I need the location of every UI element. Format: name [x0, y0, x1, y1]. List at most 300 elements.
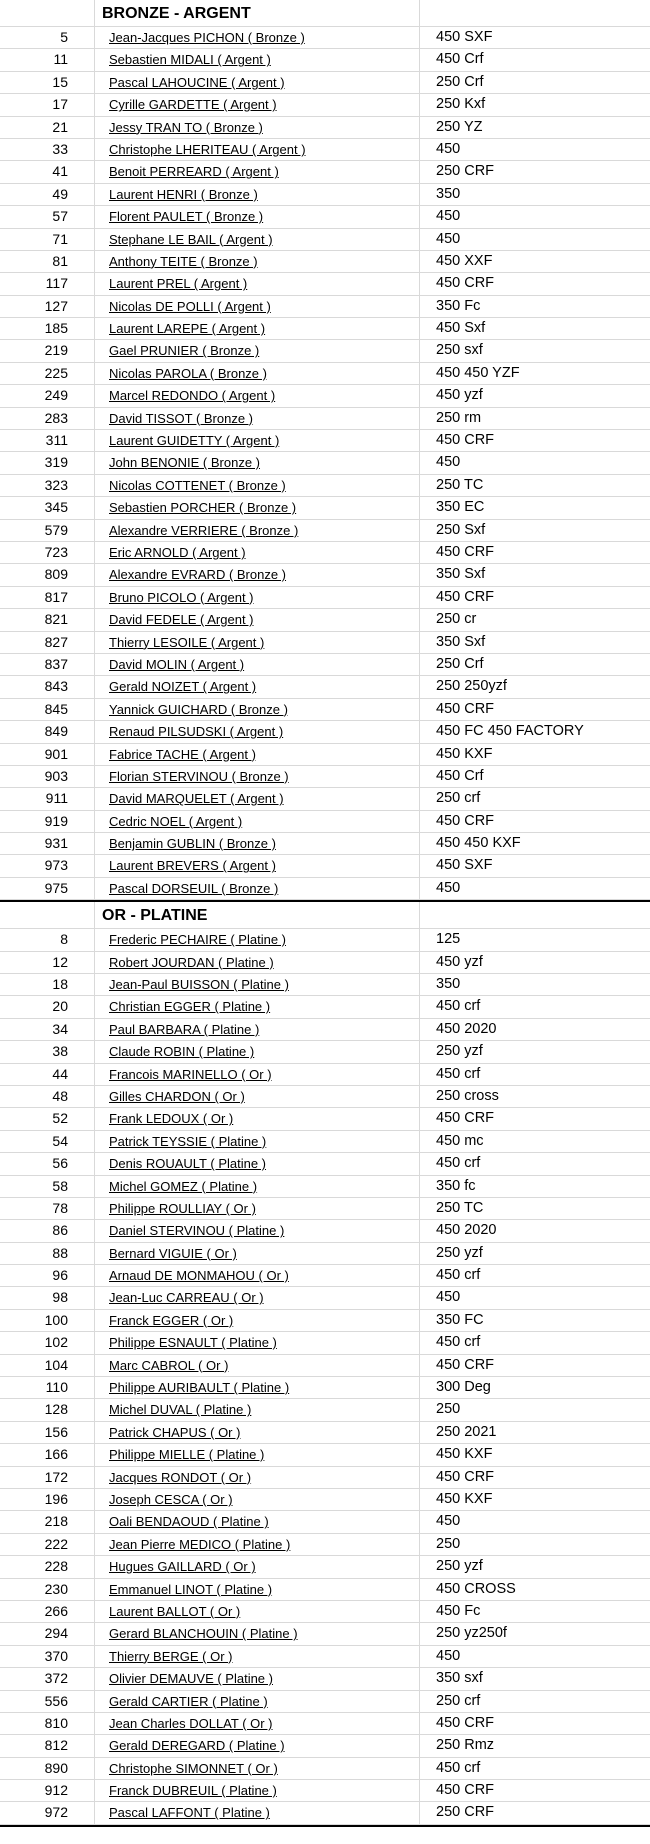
table-row — [0, 1511, 650, 1533]
bike-model: 450 450 YZF — [436, 364, 520, 381]
rider-name: Florian STERVINOU ( Bronze ) — [95, 766, 420, 787]
table-row — [0, 385, 650, 407]
bike-model: 450 CROSS — [436, 1580, 516, 1597]
bike-model: 250 cr — [436, 611, 477, 628]
rider-number: 845 — [0, 699, 95, 720]
rider-number: 86 — [0, 1220, 95, 1241]
table-row — [0, 1534, 650, 1556]
bike-model: 450 yzf — [436, 387, 483, 404]
bike-model: 250 Crf — [436, 655, 484, 672]
bike-model: 300 Deg — [436, 1379, 491, 1396]
rider-number: 81 — [0, 251, 95, 272]
rider-name: John BENONIE ( Bronze ) — [95, 452, 420, 473]
table-row — [0, 229, 650, 251]
header-bike-cell — [420, 902, 650, 928]
table-row — [0, 788, 650, 810]
bike-model: 350 — [436, 185, 461, 202]
rider-number: 88 — [0, 1243, 95, 1264]
table-row — [0, 1265, 650, 1287]
table-row — [0, 609, 650, 631]
rider-name: Eric ARNOLD ( Argent ) — [95, 542, 420, 563]
rider-number: 58 — [0, 1176, 95, 1197]
rider-number: 345 — [0, 497, 95, 518]
rider-number: 901 — [0, 744, 95, 765]
table-row — [0, 744, 650, 766]
rider-name: Oali BENDAOUD ( Platine ) — [95, 1511, 420, 1532]
rider-name: Benjamin GUBLIN ( Bronze ) — [95, 833, 420, 854]
rider-number: 225 — [0, 363, 95, 384]
rider-number: 579 — [0, 520, 95, 541]
rider-number: 117 — [0, 273, 95, 294]
table-row — [0, 1287, 650, 1309]
rider-number: 166 — [0, 1444, 95, 1465]
rider-number: 323 — [0, 475, 95, 496]
rider-number: 556 — [0, 1691, 95, 1712]
table-row — [0, 27, 650, 49]
bike-model: 450 — [436, 140, 461, 157]
bike-model: 250 sxf — [436, 342, 483, 359]
bike-model: 350 sxf — [436, 1670, 483, 1687]
bike-model: 450 450 KXF — [436, 835, 521, 852]
bike-model: 450 SXF — [436, 29, 493, 45]
table-row — [0, 1758, 650, 1780]
rider-number: 104 — [0, 1355, 95, 1376]
bike-model: 450 mc — [436, 1132, 484, 1149]
rider-name: David TISSOT ( Bronze ) — [95, 408, 420, 429]
rider-number: 127 — [0, 296, 95, 317]
table-row — [0, 766, 650, 788]
rider-name: Patrick TEYSSIE ( Platine ) — [95, 1131, 420, 1152]
table-row — [0, 1467, 650, 1489]
rider-number: 11 — [0, 49, 95, 70]
rider-name: Laurent BALLOT ( Or ) — [95, 1601, 420, 1622]
bike-model: 450 — [436, 230, 461, 247]
rider-name: Sebastien MIDALI ( Argent ) — [95, 49, 420, 70]
rider-name: Jean-Luc CARREAU ( Or ) — [95, 1287, 420, 1308]
rider-name: Nicolas DE POLLI ( Argent ) — [95, 296, 420, 317]
table-row — [0, 184, 650, 206]
rider-name: Laurent PREL ( Argent ) — [95, 273, 420, 294]
bike-model: 450 yzf — [436, 953, 483, 970]
table-row — [0, 1579, 650, 1601]
section-header — [0, 0, 650, 27]
bike-model: 250 — [436, 1401, 461, 1418]
rider-name: Franck DUBREUIL ( Platine ) — [95, 1780, 420, 1801]
rider-name: Michel DUVAL ( Platine ) — [95, 1399, 420, 1420]
table-row — [0, 1399, 650, 1421]
bike-model: 450 crf — [436, 998, 481, 1015]
bike-model: 250 Crf — [436, 73, 484, 90]
bike-model: 250 TC — [436, 1199, 484, 1216]
table-row — [0, 1556, 650, 1578]
table-row — [0, 1713, 650, 1735]
bike-model: 450 crf — [436, 1065, 481, 1082]
bike-model: 450 — [436, 208, 461, 225]
rider-name: Robert JOURDAN ( Platine ) — [95, 952, 420, 973]
rider-name: Christophe LHERITEAU ( Argent ) — [95, 139, 420, 160]
rider-number: 912 — [0, 1780, 95, 1801]
section-0 — [0, 0, 650, 900]
rider-number: 128 — [0, 1399, 95, 1420]
rider-name: Thierry LESOILE ( Argent ) — [95, 632, 420, 653]
rider-name: Gerard BLANCHOUIN ( Platine ) — [95, 1623, 420, 1644]
bike-model: 350 Sxf — [436, 633, 486, 650]
table-row — [0, 1802, 650, 1824]
rider-name: Nicolas COTTENET ( Bronze ) — [95, 475, 420, 496]
table-row — [0, 1198, 650, 1220]
rider-number: 156 — [0, 1422, 95, 1443]
bike-model: 450 — [436, 1513, 461, 1530]
rider-number: 44 — [0, 1064, 95, 1085]
table-bottom-border — [0, 1825, 650, 1827]
rider-name: David FEDELE ( Argent ) — [95, 609, 420, 630]
bike-model: 250 crf — [436, 790, 481, 807]
rider-number: 41 — [0, 161, 95, 182]
table-row — [0, 1064, 650, 1086]
rider-number: 71 — [0, 229, 95, 250]
rider-number: 249 — [0, 385, 95, 406]
table-row — [0, 273, 650, 295]
bike-model: 450 — [436, 1289, 461, 1306]
bike-model: 450 crf — [436, 1267, 481, 1284]
rider-number: 56 — [0, 1153, 95, 1174]
rider-name: Gerald DEREGARD ( Platine ) — [95, 1735, 420, 1756]
bike-model: 350 EC — [436, 499, 485, 516]
table-row — [0, 139, 650, 161]
bike-model: 450 CRF — [436, 1782, 495, 1799]
rider-number: 723 — [0, 542, 95, 563]
table-row — [0, 1355, 650, 1377]
rider-number: 849 — [0, 721, 95, 742]
bike-model: 250 CRF — [436, 1804, 495, 1821]
table-row — [0, 1444, 650, 1466]
rider-name: Philippe ROULLIAY ( Or ) — [95, 1198, 420, 1219]
rider-number: 827 — [0, 632, 95, 653]
rider-number: 172 — [0, 1467, 95, 1488]
rider-name: David MOLIN ( Argent ) — [95, 654, 420, 675]
table-row — [0, 1691, 650, 1713]
table-row — [0, 475, 650, 497]
table-row — [0, 811, 650, 833]
bike-model: 250 yzf — [436, 1043, 483, 1060]
section-title: OR - PLATINE — [95, 902, 420, 928]
rider-name: Pascal DORSEUIL ( Bronze ) — [95, 878, 420, 899]
rider-name: David MARQUELET ( Argent ) — [95, 788, 420, 809]
rider-name: Philippe MIELLE ( Platine ) — [95, 1444, 420, 1465]
rider-name: Arnaud DE MONMAHOU ( Or ) — [95, 1265, 420, 1286]
rider-number: 33 — [0, 139, 95, 160]
bike-model: 450 CRF — [436, 700, 495, 717]
rider-name: Franck EGGER ( Or ) — [95, 1310, 420, 1331]
bike-model: 450 CRF — [436, 275, 495, 292]
rider-name: Jean-Paul BUISSON ( Platine ) — [95, 974, 420, 995]
rider-name: Christian EGGER ( Platine ) — [95, 996, 420, 1017]
bike-model: 250 Sxf — [436, 521, 486, 538]
table-row — [0, 1131, 650, 1153]
table-row — [0, 564, 650, 586]
rider-number: 972 — [0, 1802, 95, 1823]
rider-number: 96 — [0, 1265, 95, 1286]
rider-name: Laurent HENRI ( Bronze ) — [95, 184, 420, 205]
table-row — [0, 161, 650, 183]
bike-model: 450 2020 — [436, 1222, 497, 1239]
table-row — [0, 699, 650, 721]
table-row — [0, 430, 650, 452]
table-row — [0, 1601, 650, 1623]
bike-model: 450 CRF — [436, 543, 495, 560]
table-row — [0, 72, 650, 94]
table-row — [0, 1780, 650, 1802]
table-row — [0, 49, 650, 71]
table-row — [0, 542, 650, 564]
table-row — [0, 1019, 650, 1041]
rider-number: 15 — [0, 72, 95, 93]
rider-name: Nicolas PAROLA ( Bronze ) — [95, 363, 420, 384]
bike-model: 250 yz250f — [436, 1625, 507, 1642]
rider-name: Florent PAULET ( Bronze ) — [95, 206, 420, 227]
bike-model: 250 2021 — [436, 1423, 497, 1440]
table-row — [0, 833, 650, 855]
table-row — [0, 1041, 650, 1063]
table-row — [0, 206, 650, 228]
rider-number: 311 — [0, 430, 95, 451]
rider-number: 973 — [0, 855, 95, 876]
header-number-cell — [0, 902, 95, 928]
table-row — [0, 1153, 650, 1175]
rider-name: Michel GOMEZ ( Platine ) — [95, 1176, 420, 1197]
rider-name: Marc CABROL ( Or ) — [95, 1355, 420, 1376]
rider-name: Paul BARBARA ( Platine ) — [95, 1019, 420, 1040]
table-row — [0, 587, 650, 609]
bike-model: 450 KXF — [436, 745, 493, 762]
table-row — [0, 952, 650, 974]
rider-name: Patrick CHAPUS ( Or ) — [95, 1422, 420, 1443]
rider-name: Fabrice TACHE ( Argent ) — [95, 744, 420, 765]
table-row — [0, 94, 650, 116]
rider-name: Denis ROUAULT ( Platine ) — [95, 1153, 420, 1174]
rider-number: 837 — [0, 654, 95, 675]
rider-name: Stephane LE BAIL ( Argent ) — [95, 229, 420, 250]
table-row — [0, 878, 650, 900]
bike-model: 450 Crf — [436, 767, 484, 784]
table-row — [0, 974, 650, 996]
rider-name: Cyrille GARDETTE ( Argent ) — [95, 94, 420, 115]
rider-name: Gael PRUNIER ( Bronze ) — [95, 340, 420, 361]
table-row — [0, 632, 650, 654]
rider-number: 919 — [0, 811, 95, 832]
table-row — [0, 452, 650, 474]
rider-name: Bruno PICOLO ( Argent ) — [95, 587, 420, 608]
rider-number: 185 — [0, 318, 95, 339]
bike-model: 250 yzf — [436, 1558, 483, 1575]
rider-number: 57 — [0, 206, 95, 227]
rider-number: 54 — [0, 1131, 95, 1152]
rider-name: Gerald CARTIER ( Platine ) — [95, 1691, 420, 1712]
rider-number: 196 — [0, 1489, 95, 1510]
table-row — [0, 1735, 650, 1757]
table-row — [0, 676, 650, 698]
table-row — [0, 996, 650, 1018]
bike-model: 250 Rmz — [436, 1737, 495, 1754]
table-row — [0, 654, 650, 676]
table-row — [0, 408, 650, 430]
rider-name: Alexandre VERRIERE ( Bronze ) — [95, 520, 420, 541]
bike-model: 250 — [436, 1535, 461, 1552]
rider-name: Renaud PILSUDSKI ( Argent ) — [95, 721, 420, 742]
rider-number: 817 — [0, 587, 95, 608]
rider-number: 18 — [0, 974, 95, 995]
rider-name: Hugues GAILLARD ( Or ) — [95, 1556, 420, 1577]
rider-name: Laurent LAREPE ( Argent ) — [95, 318, 420, 339]
rider-number: 810 — [0, 1713, 95, 1734]
rider-name: Philippe ESNAULT ( Platine ) — [95, 1332, 420, 1353]
section-title: BRONZE - ARGENT — [95, 0, 420, 26]
rider-name: Olivier DEMAUVE ( Platine ) — [95, 1668, 420, 1689]
bike-model: 450 XXF — [436, 252, 493, 269]
rider-name: Laurent GUIDETTY ( Argent ) — [95, 430, 420, 451]
bike-model: 250 CRF — [436, 163, 495, 180]
table-row — [0, 1422, 650, 1444]
bike-model: 350 FC — [436, 1311, 484, 1328]
bike-model: 450 Fc — [436, 1602, 481, 1619]
rider-name: Laurent BREVERS ( Argent ) — [95, 855, 420, 876]
rider-number: 98 — [0, 1287, 95, 1308]
rider-name: Alexandre EVRARD ( Bronze ) — [95, 564, 420, 585]
bike-model: 250 yzf — [436, 1244, 483, 1261]
rider-number: 49 — [0, 184, 95, 205]
table-row — [0, 1489, 650, 1511]
rider-number: 100 — [0, 1310, 95, 1331]
table-row — [0, 340, 650, 362]
table-row — [0, 251, 650, 273]
rider-number: 102 — [0, 1332, 95, 1353]
rider-number: 890 — [0, 1758, 95, 1779]
rider-number: 230 — [0, 1579, 95, 1600]
bike-model: 450 2020 — [436, 1020, 497, 1037]
table-row — [0, 1220, 650, 1242]
rider-name: Jessy TRAN TO ( Bronze ) — [95, 117, 420, 138]
table-row — [0, 117, 650, 139]
rider-number: 975 — [0, 878, 95, 899]
rider-name: Frederic PECHAIRE ( Platine ) — [95, 929, 420, 950]
rider-number: 222 — [0, 1534, 95, 1555]
rider-number: 78 — [0, 1198, 95, 1219]
rider-name: Claude ROBIN ( Platine ) — [95, 1041, 420, 1062]
bike-model: 450 FC 450 FACTORY — [436, 723, 584, 740]
rider-number: 20 — [0, 996, 95, 1017]
table-row — [0, 929, 650, 951]
bike-model: 450 SXF — [436, 857, 493, 874]
table-row — [0, 1377, 650, 1399]
rider-number: 219 — [0, 340, 95, 361]
rider-name: Jean Charles DOLLAT ( Or ) — [95, 1713, 420, 1734]
rider-number: 5 — [0, 27, 95, 48]
bike-model: 450 — [436, 1647, 461, 1664]
table-row — [0, 363, 650, 385]
rider-number: 911 — [0, 788, 95, 809]
table-row — [0, 1086, 650, 1108]
bike-model: 450 KXF — [436, 1446, 493, 1463]
rider-name: Gilles CHARDON ( Or ) — [95, 1086, 420, 1107]
table-row — [0, 1243, 650, 1265]
bike-model: 250 250yzf — [436, 678, 507, 695]
bike-model: 250 Kxf — [436, 96, 486, 113]
bike-model: 350 — [436, 976, 461, 993]
rider-name: Thierry BERGE ( Or ) — [95, 1646, 420, 1667]
rider-name: Jean Pierre MEDICO ( Platine ) — [95, 1534, 420, 1555]
table-row — [0, 1668, 650, 1690]
bike-model: 450 — [436, 879, 461, 896]
rider-name: Philippe AURIBAULT ( Platine ) — [95, 1377, 420, 1398]
bike-model: 250 crf — [436, 1692, 481, 1709]
table-row — [0, 1310, 650, 1332]
bike-model: 350 Sxf — [436, 566, 486, 583]
rider-name: Joseph CESCA ( Or ) — [95, 1489, 420, 1510]
rider-name: Yannick GUICHARD ( Bronze ) — [95, 699, 420, 720]
table-row — [0, 520, 650, 542]
table-row — [0, 497, 650, 519]
bike-model: 450 crf — [436, 1155, 481, 1172]
rider-name: Benoit PERREARD ( Argent ) — [95, 161, 420, 182]
bike-model: 450 crf — [436, 1334, 481, 1351]
rider-number: 110 — [0, 1377, 95, 1398]
bike-model: 450 CRF — [436, 1468, 495, 1485]
table-row — [0, 721, 650, 743]
table-row — [0, 1108, 650, 1130]
rider-name: Christophe SIMONNET ( Or ) — [95, 1758, 420, 1779]
bike-model: 450 CRF — [436, 1356, 495, 1373]
bike-model: 450 — [436, 454, 461, 471]
rider-name: Frank LEDOUX ( Or ) — [95, 1108, 420, 1129]
header-bike-cell — [420, 0, 650, 26]
bike-model: 450 Crf — [436, 51, 484, 68]
table-row — [0, 855, 650, 877]
rider-number: 283 — [0, 408, 95, 429]
bike-model: 125 — [436, 931, 461, 948]
rider-number: 821 — [0, 609, 95, 630]
bike-model: 250 rm — [436, 409, 482, 426]
bike-model: 450 CRF — [436, 588, 495, 605]
rider-number: 34 — [0, 1019, 95, 1040]
bike-model: 450 CRF — [436, 812, 495, 829]
table-row — [0, 318, 650, 340]
rider-name: Marcel REDONDO ( Argent ) — [95, 385, 420, 406]
rider-name: Jean-Jacques PICHON ( Bronze ) — [95, 27, 420, 48]
bike-model: 250 TC — [436, 476, 484, 493]
rider-number: 372 — [0, 1668, 95, 1689]
rider-name: Sebastien PORCHER ( Bronze ) — [95, 497, 420, 518]
bike-model: 450 crf — [436, 1759, 481, 1776]
rider-name: Pascal LAHOUCINE ( Argent ) — [95, 72, 420, 93]
rider-number: 812 — [0, 1735, 95, 1756]
table-row — [0, 1623, 650, 1645]
section-1 — [0, 900, 650, 1825]
rider-number: 12 — [0, 952, 95, 973]
bike-model: 350 fc — [436, 1177, 476, 1194]
rider-number: 294 — [0, 1623, 95, 1644]
rider-number: 38 — [0, 1041, 95, 1062]
table-row — [0, 296, 650, 318]
rider-name: Bernard VIGUIE ( Or ) — [95, 1243, 420, 1264]
rider-number: 809 — [0, 564, 95, 585]
rider-number: 370 — [0, 1646, 95, 1667]
rider-number: 228 — [0, 1556, 95, 1577]
table-row — [0, 1176, 650, 1198]
rider-name: Cedric NOEL ( Argent ) — [95, 811, 420, 832]
rider-number: 931 — [0, 833, 95, 854]
bike-model: 450 KXF — [436, 1491, 493, 1507]
rider-name: Daniel STERVINOU ( Platine ) — [95, 1220, 420, 1241]
